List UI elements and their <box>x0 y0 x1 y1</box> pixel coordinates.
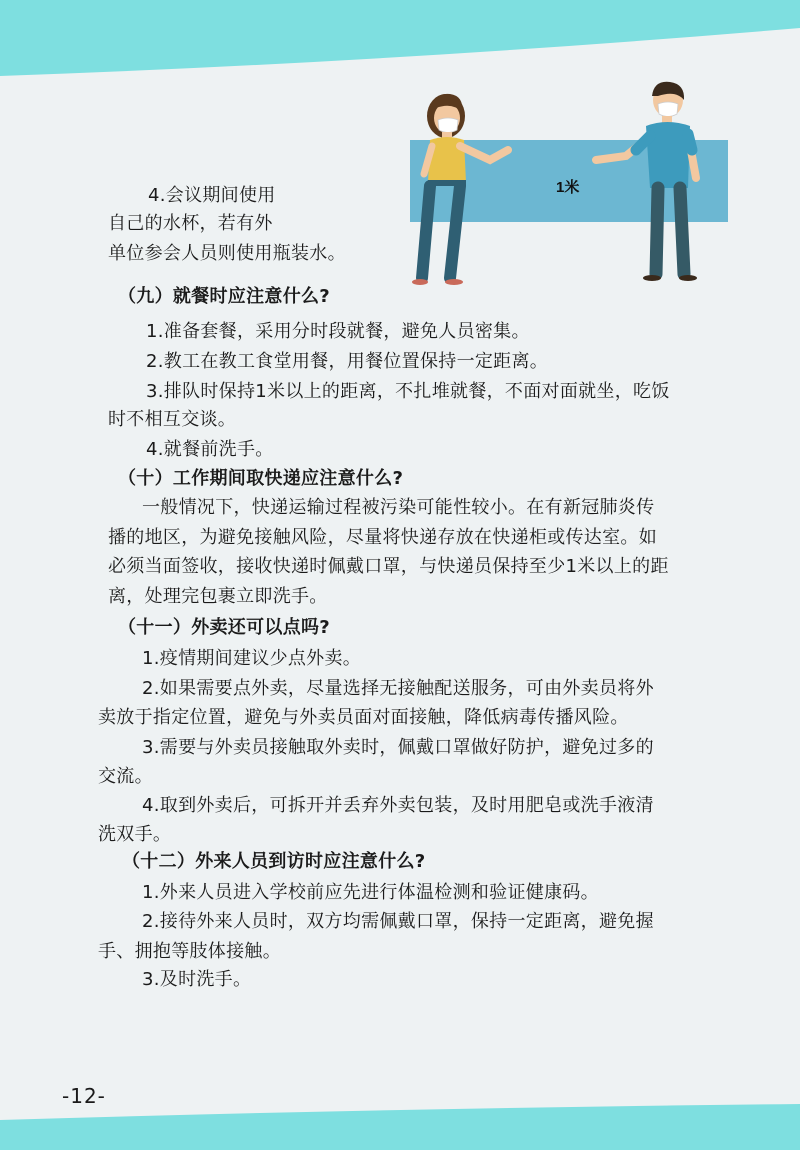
section-11-item-3-cont: 交流。 <box>98 766 153 787</box>
section-10-line-4: 离，处理完包裹立即洗手。 <box>108 586 328 607</box>
section-9-heading: （九）就餐时应注意什么? <box>118 286 331 307</box>
section-9-item-3: 3.排队时保持1米以上的距离，不扎堆就餐，不面对面就坐，吃饭 <box>146 381 670 402</box>
section-9-item-2: 2.教工在教工食堂用餐，用餐位置保持一定距离。 <box>146 351 549 372</box>
section-10-line-3: 必须当面签收，接收快递时佩戴口罩，与快递员保持至少1米以上的距 <box>108 556 669 577</box>
section-12-item-2-cont: 手、拥抱等肢体接触。 <box>98 941 281 962</box>
intro-line-3: 单位参会人员则使用瓶装水。 <box>108 243 346 264</box>
section-11-heading: （十一）外卖还可以点吗? <box>118 617 331 638</box>
section-9-item-4: 4.就餐前洗手。 <box>146 439 274 460</box>
section-11-item-2-cont: 卖放于指定位置，避免与外卖员面对面接触，降低病毒传播风险。 <box>98 707 629 728</box>
section-9-item-3-cont: 时不相互交谈。 <box>108 409 237 430</box>
top-decorative-band <box>0 0 800 80</box>
section-11-item-3: 3.需要与外卖员接触取外卖时，佩戴口罩做好防护，避免过多的 <box>142 737 654 758</box>
intro-line-2: 自己的水杯，若有外 <box>108 213 273 234</box>
bottom-decorative-band <box>0 1100 800 1150</box>
section-11-item-2: 2.如果需要点外卖，尽量选择无接触配送服务，可由外卖员将外 <box>142 678 654 699</box>
page-number: -12- <box>62 1084 106 1108</box>
section-11-item-1: 1.疫情期间建议少点外卖。 <box>142 648 362 669</box>
distance-label: 1米 <box>556 179 580 196</box>
section-12-item-1: 1.外来人员进入学校前应先进行体温检测和验证健康码。 <box>142 882 599 903</box>
section-9-item-1: 1.准备套餐，采用分时段就餐，避免人员密集。 <box>146 321 530 342</box>
section-11-item-4-cont: 洗双手。 <box>98 824 172 845</box>
intro-line-1: 4.会议期间使用 <box>148 185 276 206</box>
section-10-line-1: 一般情况下，快递运输过程被污染可能性较小。在有新冠肺炎传 <box>142 497 655 518</box>
section-12-item-2: 2.接待外来人员时，双方均需佩戴口罩，保持一定距离，避免握 <box>142 911 654 932</box>
section-10-line-2: 播的地区，为避免接触风险，尽量将快递存放在快递柜或传达室。如 <box>108 527 657 548</box>
section-12-heading: （十二）外来人员到访时应注意什么? <box>122 851 426 872</box>
section-10-heading: （十）工作期间取快递应注意什么? <box>118 468 404 489</box>
section-11-item-4: 4.取到外卖后，可拆开并丢弃外卖包装，及时用肥皂或洗手液清 <box>142 795 654 816</box>
social-distance-illustration <box>400 78 740 290</box>
section-12-item-3: 3.及时洗手。 <box>142 969 252 990</box>
